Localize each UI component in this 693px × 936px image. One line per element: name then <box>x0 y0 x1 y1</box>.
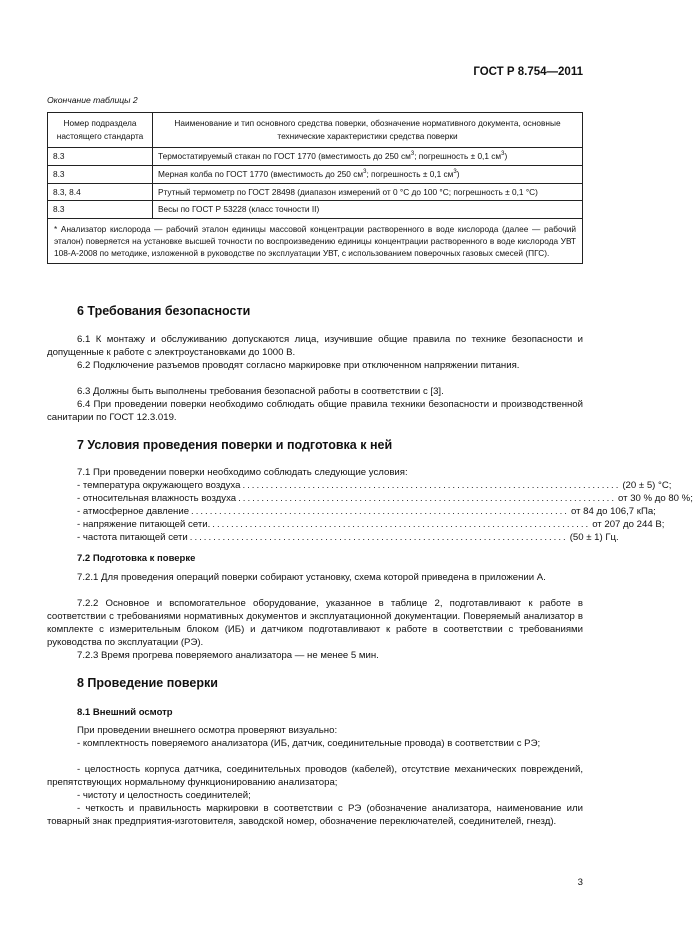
paragraph-6-4: 6.4 При проведении поверки необходимо соблюдать общие правила техники безопасности и производственной санитарии по ГОСТ 12.3.019. <box>47 399 583 423</box>
table-row <box>48 148 583 166</box>
section-8-heading: 8 Проведение поверки <box>77 676 218 690</box>
table-cell-num: 8.3 <box>48 201 153 219</box>
list-item: - четкость и правильность маркировки в соответствии с РЭ (обозначение анализатора, наименование или товарный знак предприятия-изготовителя, заводской номер, обозначение переключателей, соединителей, гнезд). <box>47 803 583 827</box>
paragraph-6-2: 6.2 Подключение разъемов проводят согласно маркировке при отключенном напряжении питания. <box>77 360 520 371</box>
standard-code: ГОСТ Р 8.754—2011 <box>473 66 583 78</box>
paragraph-6-1: 6.1 К монтажу и обслуживанию допускаются лица, изучившие общие правила по технике безопасности и допущенные к работе с электроустановками до 1000 В. <box>47 334 583 358</box>
list-item: - комплектность поверяемого анализатора (ИБ, датчик, соединительные провода) в соответствии с РЭ; <box>77 738 541 749</box>
equipment-table <box>47 112 583 264</box>
table-cell-num: 8.3 <box>48 166 153 184</box>
table-cell-num: 8.3, 8.4 <box>48 184 153 201</box>
paragraph-6-3: 6.3 Должны быть выполнены требования безопасной работы в соответствии с [3]. <box>77 386 444 397</box>
paragraph-7-2-2: 7.2.2 Основное и вспомогательное оборудование, указанное в таблице 2, подготавливают к работе в соответствии с требованиями нормативных документов и эксплуатационной документации. Поверяемый анализатор в комплекте с измерительным блоком (ИБ) и датчиком подготавливают к работе в соответствии с требованиями руководства по эксплуатации (РЭ). <box>47 598 583 648</box>
table-cell-equipment: Термостатируемый стакан по ГОСТ 1770 (вместимость до 250 $см^3$; погрешность ± 0,1 $см^3$) <box>153 148 583 166</box>
paragraph-7-1: 7.1 При проведении поверки необходимо соблюдать следующие условия: <box>77 467 408 478</box>
list-item: - целостность корпуса датчика, соединительных проводов (кабелей), отсутствие механических повреждений, препятствующих нормальному функционированию анализатора; <box>47 764 583 788</box>
condition-row: - атмосферное давление ................................................................................. от 84 до 106,7 кПа; <box>77 506 656 517</box>
table-cell-equipment: Мерная колба по ГОСТ 1770 (вместимость до 250 $см^3$; погрешность ± 0,1 $см^3$) <box>153 166 583 184</box>
subsection-8-1-heading: 8.1 Внешний осмотр <box>77 707 173 718</box>
list-item: - чистоту и целостность соединителей; <box>77 790 251 801</box>
table-header-row <box>48 113 583 148</box>
condition-row: - температура окружающего воздуха ................................................................................. (20 ± 5) °С; <box>77 480 672 491</box>
table-cell-equipment: Ртутный термометр по ГОСТ 28498 (диапазон измерений от 0 °С до 100 °С; погрешность ± 0,1 °С) <box>153 184 583 201</box>
table-header-subsection: Номер подраздела настоящего стандарта <box>48 113 153 148</box>
paragraph-7-2-1: 7.2.1 Для проведения операций поверки собирают установку, схема которой приведена в приложении А. <box>77 572 546 583</box>
table-cell-equipment: Весы по ГОСТ Р 53228 (класс точности II) <box>153 201 583 219</box>
table-row <box>48 184 583 201</box>
section-7-heading: 7 Условия проведения поверки и подготовка к ней <box>77 438 393 452</box>
page-number: 3 <box>577 877 583 888</box>
paragraph-8-1-intro: При проведении внешнего осмотра проверяют визуально: <box>77 725 338 736</box>
subsection-7-2-heading: 7.2 Подготовка к поверке <box>77 553 196 564</box>
table-footnote-row <box>48 219 583 264</box>
table-cell-num: 8.3 <box>48 148 153 166</box>
condition-row: - относительная влажность воздуха ................................................................................. от 30 % до 80 %; <box>77 493 693 504</box>
condition-row: - частота питающей сети ................................................................................. (50 ± 1) Гц. <box>77 532 619 543</box>
table-header-equipment: Наименование и тип основного средства поверки, обозначение нормативного документа, основные технические характеристики средства поверки <box>153 113 583 148</box>
table-row <box>48 166 583 184</box>
table-caption: Окончание таблицы 2 <box>47 95 138 105</box>
paragraph-7-2-3: 7.2.3 Время прогрева поверяемого анализатора — не менее 5 мин. <box>77 650 379 661</box>
table-footnote: * Анализатор кислорода — рабочий эталон единицы массовой концентрации растворенного в воде кислорода (далее — рабочий эталон) поверяется на установке высшей точности по воспроизведению единицы концентрации растворенного в воде кислорода УВТ 108-А-2008 по методике, изложенной в руководстве по эксплуатации УВТ, с использованием поверочных газовых смесей (ПГС). <box>48 219 583 264</box>
section-6-heading: 6 Требования безопасности <box>77 304 251 318</box>
table-row <box>48 201 583 219</box>
condition-row: - напряжение питающей сети. ................................................................................. от 207 до 244 В; <box>77 519 665 530</box>
